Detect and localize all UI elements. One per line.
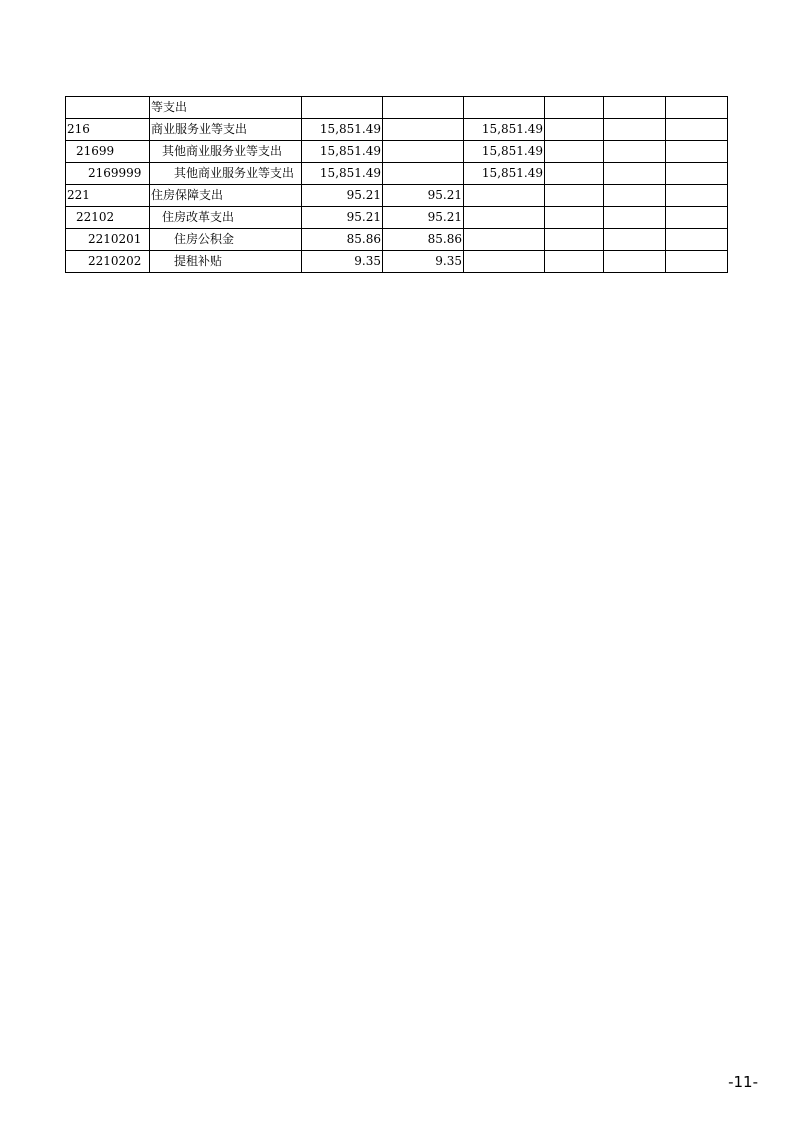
code-cell: 21699 bbox=[66, 141, 150, 163]
amount-cell bbox=[383, 119, 464, 141]
page-number: -11- bbox=[728, 1073, 758, 1091]
table-row bbox=[66, 141, 728, 163]
amount-cell: 95.21 bbox=[302, 207, 383, 229]
amount-cell bbox=[604, 141, 666, 163]
amount-cell bbox=[666, 119, 728, 141]
amount-cell bbox=[666, 97, 728, 119]
code-cell: 2169999 bbox=[66, 163, 150, 185]
table-row bbox=[66, 185, 728, 207]
amount-cell bbox=[545, 185, 604, 207]
amount-cell bbox=[383, 141, 464, 163]
amount-cell bbox=[545, 141, 604, 163]
name-cell: 住房保障支出 bbox=[150, 185, 302, 207]
amount-cell bbox=[302, 97, 383, 119]
amount-cell: 15,851.49 bbox=[302, 141, 383, 163]
name-cell: 住房改革支出 bbox=[150, 207, 302, 229]
amount-cell bbox=[666, 163, 728, 185]
amount-cell: 95.21 bbox=[383, 207, 464, 229]
amount-cell bbox=[383, 163, 464, 185]
amount-cell bbox=[604, 229, 666, 251]
amount-cell bbox=[545, 119, 604, 141]
amount-cell bbox=[464, 97, 545, 119]
amount-cell bbox=[604, 163, 666, 185]
amount-cell: 15,851.49 bbox=[302, 163, 383, 185]
amount-cell: 15,851.49 bbox=[464, 163, 545, 185]
name-cell: 等支出 bbox=[150, 97, 302, 119]
name-cell: 提租补贴 bbox=[150, 251, 302, 273]
table-row bbox=[66, 229, 728, 251]
code-cell: 216 bbox=[66, 119, 150, 141]
table-row bbox=[66, 97, 728, 119]
table-row bbox=[66, 207, 728, 229]
amount-cell: 95.21 bbox=[383, 185, 464, 207]
amount-cell bbox=[666, 207, 728, 229]
amount-cell: 15,851.49 bbox=[464, 141, 545, 163]
table-row bbox=[66, 163, 728, 185]
amount-cell bbox=[464, 251, 545, 273]
table-row bbox=[66, 251, 728, 273]
amount-cell bbox=[604, 119, 666, 141]
name-cell: 其他商业服务业等支出 bbox=[150, 141, 302, 163]
amount-cell bbox=[464, 185, 545, 207]
amount-cell: 9.35 bbox=[383, 251, 464, 273]
code-cell: 221 bbox=[66, 185, 150, 207]
amount-cell bbox=[604, 207, 666, 229]
amount-cell bbox=[545, 207, 604, 229]
amount-cell bbox=[604, 251, 666, 273]
expenditure-table bbox=[65, 96, 728, 273]
amount-cell bbox=[604, 97, 666, 119]
amount-cell: 15,851.49 bbox=[464, 119, 545, 141]
expenditure-table-container bbox=[65, 96, 728, 273]
amount-cell: 15,851.49 bbox=[302, 119, 383, 141]
amount-cell: 9.35 bbox=[302, 251, 383, 273]
name-cell: 其他商业服务业等支出 bbox=[150, 163, 302, 185]
amount-cell bbox=[464, 229, 545, 251]
code-cell: 2210202 bbox=[66, 251, 150, 273]
code-cell: 22102 bbox=[66, 207, 150, 229]
amount-cell bbox=[383, 97, 464, 119]
table-row bbox=[66, 119, 728, 141]
amount-cell bbox=[545, 163, 604, 185]
code-cell: 2210201 bbox=[66, 229, 150, 251]
amount-cell bbox=[545, 97, 604, 119]
amount-cell: 85.86 bbox=[302, 229, 383, 251]
amount-cell bbox=[464, 207, 545, 229]
amount-cell bbox=[545, 251, 604, 273]
amount-cell: 95.21 bbox=[302, 185, 383, 207]
name-cell: 住房公积金 bbox=[150, 229, 302, 251]
amount-cell bbox=[666, 251, 728, 273]
amount-cell bbox=[666, 229, 728, 251]
amount-cell bbox=[666, 185, 728, 207]
amount-cell bbox=[604, 185, 666, 207]
amount-cell bbox=[666, 141, 728, 163]
code-cell bbox=[66, 97, 150, 119]
amount-cell bbox=[545, 229, 604, 251]
name-cell: 商业服务业等支出 bbox=[150, 119, 302, 141]
amount-cell: 85.86 bbox=[383, 229, 464, 251]
